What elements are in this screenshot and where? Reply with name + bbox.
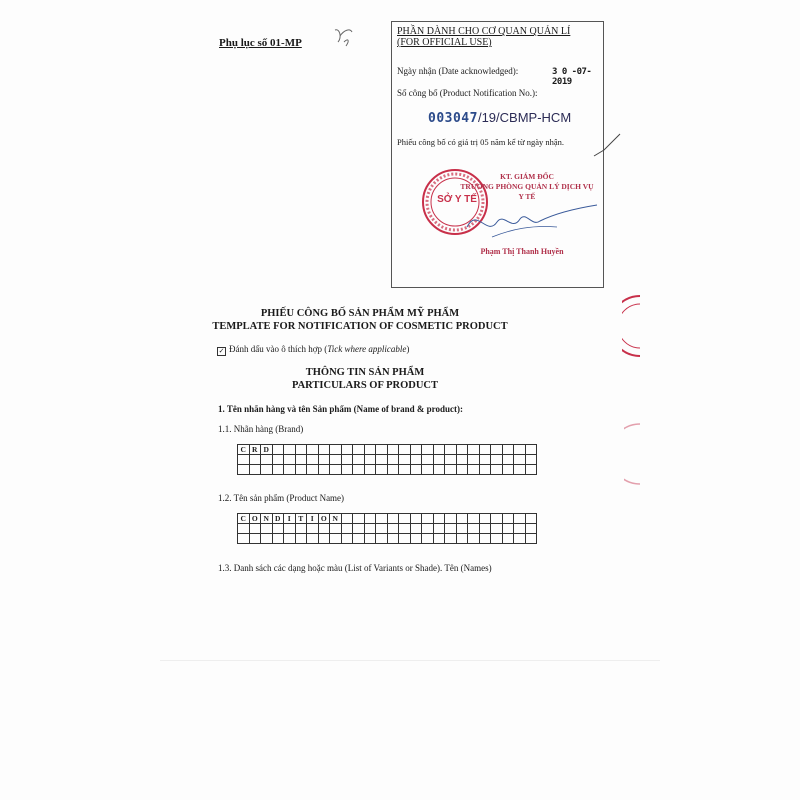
grid-cell xyxy=(295,524,307,534)
grid-cell xyxy=(376,514,388,524)
grid-cell xyxy=(295,534,307,544)
grid-cell xyxy=(341,465,353,475)
grid-cell xyxy=(410,455,422,465)
grid-cell xyxy=(364,455,376,465)
grid-cell xyxy=(525,524,537,534)
grid-cell xyxy=(479,524,491,534)
grid-cell: N xyxy=(330,514,342,524)
grid-cell xyxy=(502,514,514,524)
grid-cell xyxy=(433,445,445,455)
grid-cell xyxy=(330,465,342,475)
grid-cell xyxy=(410,534,422,544)
grid-cell xyxy=(456,465,468,475)
grid-cell xyxy=(479,514,491,524)
seal-text: SỞ Y TẾ xyxy=(437,194,477,205)
grid-cell xyxy=(399,534,411,544)
grid-cell xyxy=(387,534,399,544)
grid-cell xyxy=(341,514,353,524)
tick-note-suffix: ) xyxy=(406,344,410,354)
grid-cell xyxy=(341,445,353,455)
grid-cell xyxy=(399,455,411,465)
grid-cell xyxy=(422,534,434,544)
notification-number-suffix: /19/CBMP-HCM xyxy=(477,110,572,125)
official-use-title-line1: PHẦN DÀNH CHO CƠ QUAN QUẢN LÍ xyxy=(397,26,571,37)
grid-row xyxy=(238,514,537,524)
director-line2: TRƯỞNG PHÒNG QUẢN LÝ DỊCH VỤ Y TẾ xyxy=(460,182,594,201)
grid-cell xyxy=(502,445,514,455)
grid-cell xyxy=(249,465,261,475)
grid-cell xyxy=(318,455,330,465)
validity-note: Phiếu công bố có giá trị 05 năm kể từ ngày nhận. xyxy=(397,137,565,147)
grid-cell xyxy=(433,534,445,544)
appendix-label: Phụ lục số 01-MP xyxy=(219,37,302,49)
tick-note-italic: Tick where applicable xyxy=(327,344,407,354)
grid-cell xyxy=(422,524,434,534)
particulars-heading xyxy=(240,366,490,392)
director-line1: KT. GIÁM ĐỐC xyxy=(500,172,554,181)
grid-cell xyxy=(433,455,445,465)
grid-cell xyxy=(491,534,503,544)
grid-cell xyxy=(376,455,388,465)
grid-row xyxy=(238,445,537,455)
grid-cell xyxy=(307,465,319,475)
grid-cell xyxy=(410,445,422,455)
grid-cell xyxy=(525,445,537,455)
grid-cell xyxy=(318,524,330,534)
grid-cell xyxy=(445,514,457,524)
grid-cell xyxy=(272,465,284,475)
side-seal-faint-icon xyxy=(624,420,640,490)
grid-cell xyxy=(399,514,411,524)
grid-cell xyxy=(525,455,537,465)
grid-cell xyxy=(284,524,296,534)
grid-cell xyxy=(318,465,330,475)
document-title xyxy=(200,307,520,333)
grid-cell xyxy=(410,514,422,524)
grid-cell: O xyxy=(318,514,330,524)
grid-cell xyxy=(422,465,434,475)
grid-cell xyxy=(514,455,526,465)
grid-cell: D xyxy=(261,445,273,455)
grid-cell xyxy=(479,534,491,544)
grid-cell xyxy=(353,524,365,534)
grid-cell xyxy=(272,534,284,544)
grid-cell: N xyxy=(261,514,273,524)
grid-cell xyxy=(479,465,491,475)
grid-cell xyxy=(284,455,296,465)
grid-cell: O xyxy=(249,514,261,524)
date-acknowledged-label: Ngày nhận (Date acknowledged): xyxy=(397,66,519,76)
grid-cell xyxy=(364,524,376,534)
grid-cell xyxy=(353,445,365,455)
signature-icon xyxy=(462,197,602,247)
grid-cell xyxy=(525,534,537,544)
grid-cell xyxy=(272,524,284,534)
grid-cell xyxy=(284,445,296,455)
grid-cell xyxy=(376,524,388,534)
grid-cell xyxy=(445,534,457,544)
grid-cell: I xyxy=(284,514,296,524)
grid-cell xyxy=(284,465,296,475)
grid-row xyxy=(238,455,537,465)
grid-cell xyxy=(238,534,250,544)
grid-cell xyxy=(364,445,376,455)
grid-cell xyxy=(307,445,319,455)
brand-grid xyxy=(237,444,537,475)
grid-cell xyxy=(514,514,526,524)
grid-cell xyxy=(445,465,457,475)
grid-cell xyxy=(525,465,537,475)
grid-row xyxy=(238,524,537,534)
grid-cell xyxy=(468,514,480,524)
grid-cell: T xyxy=(295,514,307,524)
grid-cell xyxy=(514,534,526,544)
grid-cell xyxy=(514,445,526,455)
product-name-grid xyxy=(237,513,537,544)
check-mark-icon xyxy=(592,130,622,160)
grid-cell xyxy=(261,465,273,475)
grid-cell xyxy=(272,445,284,455)
grid-cell xyxy=(364,514,376,524)
grid-cell xyxy=(387,524,399,534)
grid-cell xyxy=(307,455,319,465)
grid-cell xyxy=(284,534,296,544)
grid-cell xyxy=(433,465,445,475)
grid-cell xyxy=(341,455,353,465)
grid-cell xyxy=(445,524,457,534)
grid-cell xyxy=(307,524,319,534)
grid-cell xyxy=(307,534,319,544)
checked-box-icon: ✓ xyxy=(218,347,225,355)
grid-cell xyxy=(468,455,480,465)
particulars-en: PARTICULARS OF PRODUCT xyxy=(291,380,439,391)
grid-cell xyxy=(387,465,399,475)
grid-cell: C xyxy=(238,445,250,455)
notification-number xyxy=(428,110,571,126)
grid-cell xyxy=(238,455,250,465)
official-use-box xyxy=(391,21,604,288)
grid-cell xyxy=(341,524,353,534)
handwritten-mark-icon xyxy=(332,26,356,48)
grid-cell xyxy=(433,524,445,534)
product-name-label: 1.2. Tên sản phẩm (Product Name) xyxy=(218,493,345,503)
grid-cell xyxy=(330,534,342,544)
grid-cell xyxy=(249,524,261,534)
official-use-title xyxy=(397,26,570,48)
grid-cell xyxy=(399,465,411,475)
side-seal-icon xyxy=(622,292,640,362)
grid-cell xyxy=(422,445,434,455)
grid-cell xyxy=(422,514,434,524)
grid-cell xyxy=(468,534,480,544)
grid-cell xyxy=(525,514,537,524)
grid-cell xyxy=(491,524,503,534)
signer-name: Phạm Thị Thanh Huyền xyxy=(480,247,564,256)
grid-cell xyxy=(318,445,330,455)
grid-cell xyxy=(491,465,503,475)
grid-cell xyxy=(456,455,468,465)
grid-cell xyxy=(468,524,480,534)
grid-cell xyxy=(387,445,399,455)
grid-cell xyxy=(456,514,468,524)
grid-cell xyxy=(468,445,480,455)
grid-cell xyxy=(376,534,388,544)
grid-cell: C xyxy=(238,514,250,524)
grid-cell xyxy=(249,455,261,465)
grid-cell xyxy=(514,524,526,534)
brand-label: 1.1. Nhãn hàng (Brand) xyxy=(218,424,304,434)
grid-cell xyxy=(399,524,411,534)
grid-cell: I xyxy=(307,514,319,524)
grid-cell xyxy=(445,445,457,455)
grid-cell xyxy=(502,534,514,544)
grid-cell xyxy=(330,524,342,534)
notification-number-digits: 003047 xyxy=(428,111,478,126)
grid-cell xyxy=(445,455,457,465)
grid-cell xyxy=(330,445,342,455)
grid-cell xyxy=(456,524,468,534)
grid-cell xyxy=(399,445,411,455)
grid-cell xyxy=(433,514,445,524)
grid-cell xyxy=(479,445,491,455)
grid-row xyxy=(238,534,537,544)
grid-cell xyxy=(353,465,365,475)
document-title-en: TEMPLATE FOR NOTIFICATION OF COSMETIC PRODUCT xyxy=(212,321,508,332)
grid-cell xyxy=(330,455,342,465)
official-use-title-line2: (FOR OFFICIAL USE) xyxy=(397,37,492,48)
grid-cell xyxy=(318,534,330,544)
grid-cell xyxy=(261,455,273,465)
grid-cell xyxy=(238,465,250,475)
grid-cell xyxy=(272,455,284,465)
grid-cell xyxy=(353,455,365,465)
grid-cell: R xyxy=(249,445,261,455)
date-acknowledged-value: 3 0 -07- 2019 xyxy=(552,67,592,87)
grid-cell xyxy=(341,534,353,544)
grid-cell xyxy=(295,455,307,465)
grid-cell xyxy=(387,455,399,465)
grid-cell xyxy=(295,465,307,475)
grid-cell xyxy=(261,524,273,534)
grid-cell xyxy=(353,514,365,524)
divider xyxy=(160,660,660,661)
tick-note-prefix: Đánh dấu vào ô thích hợp ( xyxy=(229,344,328,354)
grid-cell xyxy=(353,534,365,544)
grid-cell xyxy=(502,524,514,534)
grid-cell: D xyxy=(272,514,284,524)
grid-cell xyxy=(479,455,491,465)
grid-cell xyxy=(364,465,376,475)
grid-cell xyxy=(238,524,250,534)
grid-cell xyxy=(376,465,388,475)
grid-cell xyxy=(514,465,526,475)
grid-cell xyxy=(456,534,468,544)
grid-cell xyxy=(376,445,388,455)
grid-row xyxy=(238,465,537,475)
grid-cell xyxy=(410,524,422,534)
grid-cell xyxy=(468,465,480,475)
particulars-vi: THÔNG TIN SẢN PHẨM xyxy=(305,367,425,378)
grid-cell xyxy=(410,465,422,475)
tick-note xyxy=(217,344,409,356)
notification-number-label: Số công bố (Product Notification No.): xyxy=(397,88,538,98)
grid-cell xyxy=(387,514,399,524)
grid-cell xyxy=(491,514,503,524)
document-title-vi: PHIẾU CÔNG BỐ SẢN PHẨM MỸ PHẨM xyxy=(260,308,460,319)
grid-cell xyxy=(295,445,307,455)
grid-cell xyxy=(456,445,468,455)
variants-label: 1.3. Danh sách các dạng hoặc màu (List of Variants or Shade). Tên (Names) xyxy=(218,563,492,573)
grid-cell xyxy=(261,534,273,544)
grid-cell xyxy=(491,445,503,455)
grid-cell xyxy=(422,455,434,465)
grid-cell xyxy=(364,534,376,544)
grid-cell xyxy=(502,455,514,465)
section-1-heading: 1. Tên nhãn hàng và tên Sản phẩm (Name of brand & product): xyxy=(218,404,463,414)
grid-cell xyxy=(491,455,503,465)
grid-cell xyxy=(502,465,514,475)
grid-cell xyxy=(249,534,261,544)
